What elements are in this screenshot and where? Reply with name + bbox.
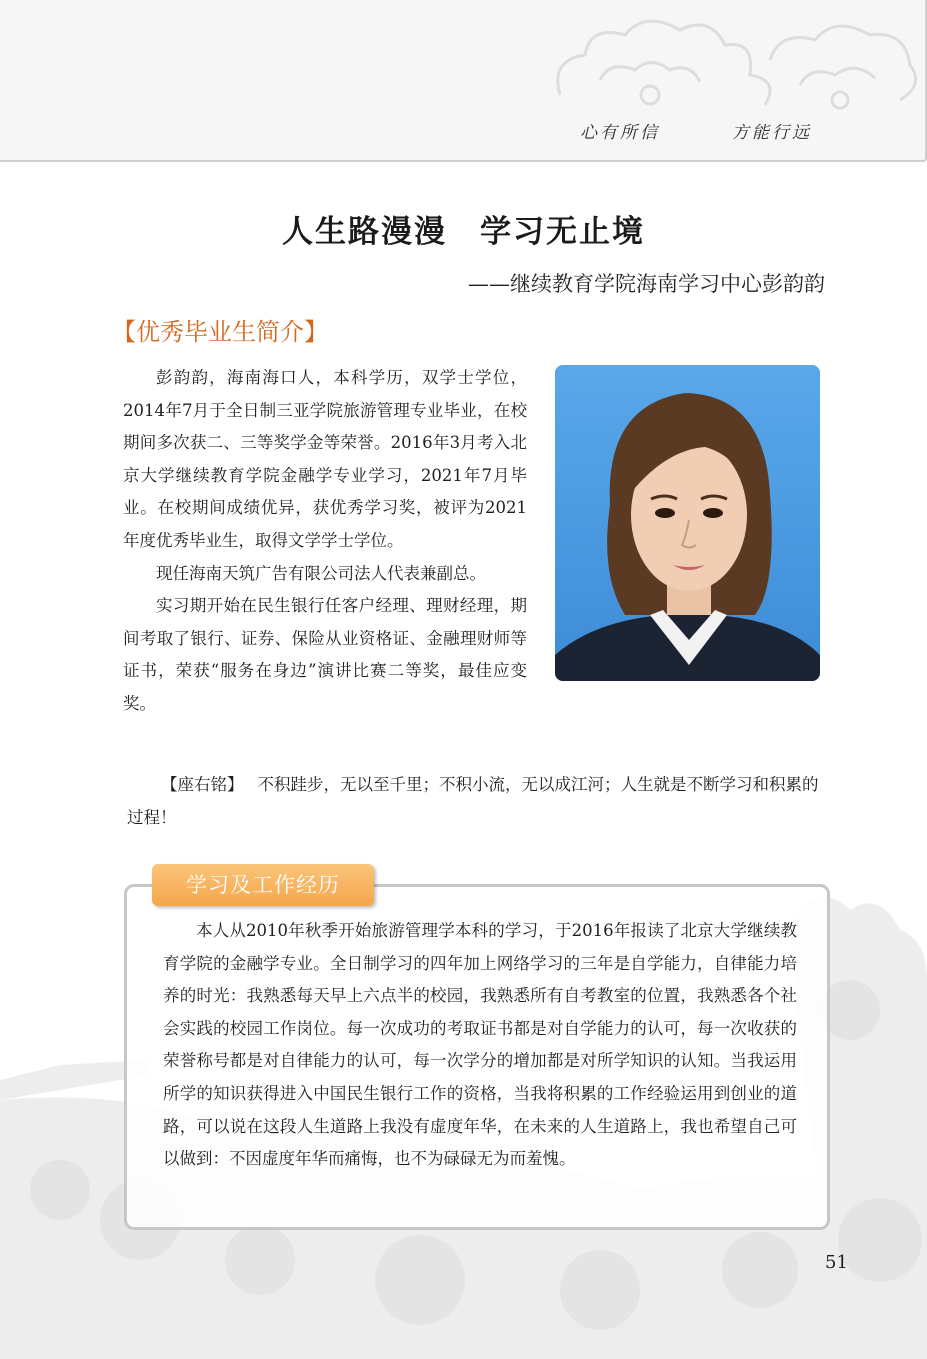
profile-paragraph-2: 现任海南天筑广告有限公司法人代表兼副总。 (156, 563, 486, 583)
profile-text (123, 362, 527, 721)
motto (127, 768, 827, 834)
page-title: 人生路漫漫 学习无止境 (282, 214, 645, 250)
motto-label: 【座右铭】 (161, 775, 244, 794)
section-heading-profile: 【优秀毕业生简介】 (112, 318, 328, 346)
profile-paragraph-1: 彭韵韵，海南海口人，本科学历，双学士学位，2014年7月于全日制三亚学院旅游管理专业毕业，在校期间多次获二、三等奖学金等荣誉。2016年3月考入北京大学继续教育学院金融学专业学习，2021年7月毕业。在校期间成绩优异，获优秀学习奖，被评为2021年度优秀毕业生，取得文学学士学位。 (123, 368, 527, 550)
profile-paragraph-3: 实习期开始在民生银行任客户经理、理财经理，期间考取了银行、证券、保险从业资格证、金融理财师等证书，荣获“服务在身边”演讲比赛二等奖，最佳应变奖。 (123, 596, 527, 713)
page-subtitle: ——继续教育学院海南学习中心彭韵韵 (468, 272, 825, 296)
header-motto-right: 方能行远 (732, 123, 812, 143)
header-motto-left: 心有所信 (580, 123, 660, 143)
cloud-decoration-icon (540, 0, 925, 120)
portrait-icon (555, 365, 820, 681)
section-heading-experience: 学习及工作经历 (152, 864, 374, 906)
portrait-photo (555, 365, 820, 681)
header-band (0, 0, 927, 162)
experience-text: 本人从2010年秋季开始旅游管理学本科的学习，于2016年报读了北京大学继续教育学院的金融学专业。全日制学习的四年加上网络学习的三年是自学能力，自律能力培养的时光：我熟悉每天早上六点半的校园，我熟悉所有自考教室的位置，我熟悉各个社会实践的校园工作岗位。每一次成功的考取证书都是对自学能力的认可，每一次收获的荣誉称号都是对自律能力的认可，每一次学分的增加都是对所学知识的认知。当我运用所学的知识获得进入中国民生银行工作的资格，当我将积累的工作经验运用到创业的道路，可以说在这段人生道路上我没有虚度年华，在未来的人生道路上，我也希望自己可以做到：不因虚度年华而痛悔，也不为碌碌无为而羞愧。 (163, 921, 797, 1169)
page-number: 51 (825, 1252, 848, 1273)
motto-text: 不积跬步，无以至千里；不积小流，无以成江河；人生就是不断学习和积累的过程！ (127, 775, 819, 827)
